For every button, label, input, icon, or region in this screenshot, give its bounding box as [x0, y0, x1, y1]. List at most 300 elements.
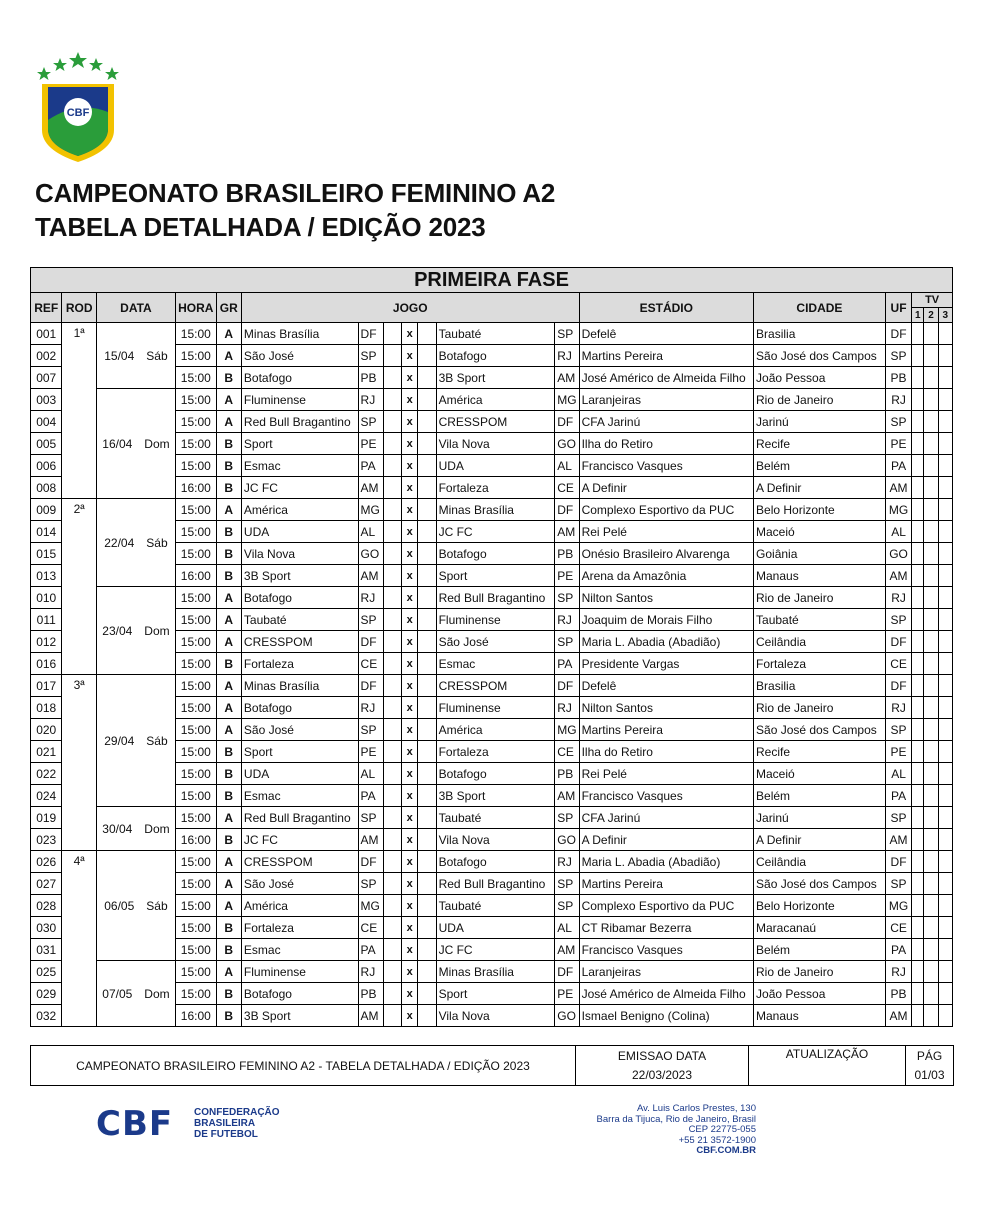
home-team-cell: Fortaleza: [241, 917, 358, 939]
away-score-cell: [418, 543, 436, 565]
tv1-cell: [912, 389, 924, 411]
tv2-cell: [924, 719, 938, 741]
ref-cell: 009: [31, 499, 62, 521]
ref-cell: 010: [31, 587, 62, 609]
addr-line-4: +55 21 3572-1900: [678, 1134, 756, 1146]
away-uf-cell: AL: [555, 917, 579, 939]
home-uf-cell: SP: [358, 411, 383, 433]
uf-cell: PB: [885, 983, 911, 1005]
tv2-cell: [924, 543, 938, 565]
away-score-cell: [418, 609, 436, 631]
tv3-cell: [938, 807, 952, 829]
home-uf-cell: RJ: [358, 961, 383, 983]
tv3-cell: [938, 455, 952, 477]
stadium-cell: Rei Pelé: [579, 763, 753, 785]
stadium-cell: Defelê: [579, 323, 753, 345]
tv3-cell: [938, 873, 952, 895]
time-cell: 15:00: [176, 719, 217, 741]
home-score-cell: [383, 631, 401, 653]
time-cell: 15:00: [176, 785, 217, 807]
tv1-cell: [912, 675, 924, 697]
home-uf-cell: AM: [358, 829, 383, 851]
home-score-cell: [383, 521, 401, 543]
time-cell: 15:00: [176, 433, 217, 455]
away-score-cell: [418, 917, 436, 939]
uf-cell: PB: [885, 367, 911, 389]
col-tv: TV: [912, 293, 953, 308]
away-team-cell: Vila Nova: [436, 829, 555, 851]
versus-cell: x: [402, 323, 418, 345]
away-score-cell: [418, 389, 436, 411]
away-uf-cell: AM: [555, 367, 579, 389]
col-cidade: CIDADE: [754, 293, 886, 323]
away-uf-cell: RJ: [555, 609, 579, 631]
home-team-cell: 3B Sport: [241, 1005, 358, 1027]
home-team-cell: São José: [241, 345, 358, 367]
col-tv-1: 1: [912, 308, 924, 323]
home-team-cell: Red Bull Bragantino: [241, 807, 358, 829]
tv3-cell: [938, 367, 952, 389]
group-cell: B: [216, 1005, 241, 1027]
tv3-cell: [938, 983, 952, 1005]
time-cell: 15:00: [176, 873, 217, 895]
away-team-cell: CRESSPOM: [436, 411, 555, 433]
footer-pag-value: 01/03: [906, 1065, 954, 1086]
city-cell: Recife: [754, 433, 886, 455]
away-team-cell: CRESSPOM: [436, 675, 555, 697]
home-team-cell: Botafogo: [241, 697, 358, 719]
away-team-cell: América: [436, 389, 555, 411]
versus-cell: x: [402, 917, 418, 939]
city-cell: Rio de Janeiro: [754, 587, 886, 609]
tv3-cell: [938, 917, 952, 939]
away-team-cell: 3B Sport: [436, 785, 555, 807]
home-score-cell: [383, 653, 401, 675]
city-cell: Maracanaú: [754, 917, 886, 939]
tv1-cell: [912, 609, 924, 631]
city-cell: Maceió: [754, 763, 886, 785]
tv2-cell: [924, 983, 938, 1005]
city-cell: Brasilia: [754, 675, 886, 697]
stadium-cell: Complexo Esportivo da PUC: [579, 499, 753, 521]
uf-cell: PA: [885, 785, 911, 807]
city-cell: Maceió: [754, 521, 886, 543]
ref-cell: 023: [31, 829, 62, 851]
versus-cell: x: [402, 477, 418, 499]
home-team-cell: Esmac: [241, 455, 358, 477]
home-team-cell: Botafogo: [241, 983, 358, 1005]
group-cell: B: [216, 477, 241, 499]
stadium-cell: Martins Pereira: [579, 719, 753, 741]
home-score-cell: [383, 895, 401, 917]
home-uf-cell: AL: [358, 521, 383, 543]
tv3-cell: [938, 543, 952, 565]
city-cell: Recife: [754, 741, 886, 763]
away-team-cell: Botafogo: [436, 345, 555, 367]
away-uf-cell: PB: [555, 543, 579, 565]
ref-cell: 027: [31, 873, 62, 895]
away-score-cell: [418, 565, 436, 587]
ref-cell: 007: [31, 367, 62, 389]
home-score-cell: [383, 565, 401, 587]
col-estadio: ESTÁDIO: [579, 293, 753, 323]
tv3-cell: [938, 719, 952, 741]
table-row: [31, 323, 953, 345]
tv2-cell: [924, 1005, 938, 1027]
tv3-cell: [938, 961, 952, 983]
table-row: [31, 851, 953, 873]
table-row: [31, 587, 953, 609]
away-team-cell: JC FC: [436, 521, 555, 543]
group-cell: A: [216, 719, 241, 741]
ref-cell: 011: [31, 609, 62, 631]
addr-website[interactable]: CBF.COM.BR: [696, 1145, 756, 1156]
date-cell: [96, 323, 175, 389]
uf-cell: DF: [885, 675, 911, 697]
home-score-cell: [383, 741, 401, 763]
city-cell: Belém: [754, 455, 886, 477]
home-uf-cell: PA: [358, 785, 383, 807]
home-team-cell: Sport: [241, 433, 358, 455]
tv1-cell: [912, 345, 924, 367]
away-uf-cell: CE: [555, 741, 579, 763]
tv3-cell: [938, 565, 952, 587]
table-row: [31, 499, 953, 521]
uf-cell: RJ: [885, 697, 911, 719]
away-uf-cell: DF: [555, 961, 579, 983]
stadium-cell: Laranjeiras: [579, 389, 753, 411]
group-cell: A: [216, 345, 241, 367]
time-cell: 16:00: [176, 1005, 217, 1027]
ref-cell: 001: [31, 323, 62, 345]
city-cell: Rio de Janeiro: [754, 389, 886, 411]
home-uf-cell: PB: [358, 983, 383, 1005]
away-score-cell: [418, 939, 436, 961]
stadium-cell: Maria L. Abadia (Abadião): [579, 631, 753, 653]
group-cell: A: [216, 499, 241, 521]
time-cell: 15:00: [176, 807, 217, 829]
home-score-cell: [383, 697, 401, 719]
ref-cell: 003: [31, 389, 62, 411]
away-uf-cell: PB: [555, 763, 579, 785]
away-uf-cell: RJ: [555, 697, 579, 719]
uf-cell: AM: [885, 1005, 911, 1027]
time-cell: 15:00: [176, 587, 217, 609]
weekday-value: Sáb: [146, 348, 168, 363]
home-score-cell: [383, 477, 401, 499]
date-cell: [96, 961, 175, 1027]
group-cell: B: [216, 763, 241, 785]
tv1-cell: [912, 565, 924, 587]
away-uf-cell: AM: [555, 785, 579, 807]
home-uf-cell: GO: [358, 543, 383, 565]
group-cell: B: [216, 433, 241, 455]
uf-cell: AM: [885, 477, 911, 499]
uf-cell: PE: [885, 741, 911, 763]
away-score-cell: [418, 763, 436, 785]
away-team-cell: Fluminense: [436, 609, 555, 631]
home-score-cell: [383, 543, 401, 565]
tv1-cell: [912, 873, 924, 895]
tv2-cell: [924, 631, 938, 653]
stadium-cell: Francisco Vasques: [579, 939, 753, 961]
tv1-cell: [912, 697, 924, 719]
tv1-cell: [912, 741, 924, 763]
city-cell: Belo Horizonte: [754, 895, 886, 917]
city-cell: Manaus: [754, 1005, 886, 1027]
city-cell: Rio de Janeiro: [754, 961, 886, 983]
uf-cell: RJ: [885, 389, 911, 411]
city-cell: A Definir: [754, 477, 886, 499]
home-team-cell: São José: [241, 719, 358, 741]
tv1-cell: [912, 785, 924, 807]
cbf-bottom-logo: [96, 1104, 280, 1144]
away-uf-cell: MG: [555, 719, 579, 741]
tv2-cell: [924, 455, 938, 477]
table-row: [31, 389, 953, 411]
tv2-cell: [924, 741, 938, 763]
tv2-cell: [924, 697, 938, 719]
col-rod: ROD: [62, 293, 96, 323]
city-cell: São José dos Campos: [754, 873, 886, 895]
phase-header: PRIMEIRA FASE: [31, 268, 953, 293]
home-score-cell: [383, 873, 401, 895]
footer-table: [30, 1045, 954, 1086]
home-team-cell: Botafogo: [241, 367, 358, 389]
away-uf-cell: RJ: [555, 345, 579, 367]
ref-cell: 032: [31, 1005, 62, 1027]
away-team-cell: JC FC: [436, 939, 555, 961]
tv2-cell: [924, 917, 938, 939]
home-team-cell: Minas Brasília: [241, 323, 358, 345]
home-uf-cell: SP: [358, 609, 383, 631]
versus-cell: x: [402, 1005, 418, 1027]
uf-cell: MG: [885, 499, 911, 521]
uf-cell: SP: [885, 411, 911, 433]
tv2-cell: [924, 675, 938, 697]
group-cell: B: [216, 521, 241, 543]
tv1-cell: [912, 1005, 924, 1027]
stadium-cell: José Américo de Almeida Filho: [579, 983, 753, 1005]
home-score-cell: [383, 917, 401, 939]
uf-cell: RJ: [885, 961, 911, 983]
date-cell: [96, 587, 175, 675]
table-row: [31, 675, 953, 697]
addr-line-3: CEP 22775-055: [688, 1124, 756, 1135]
time-cell: 16:00: [176, 565, 217, 587]
away-uf-cell: GO: [555, 829, 579, 851]
away-uf-cell: RJ: [555, 851, 579, 873]
cbf-crest-logo: [34, 50, 122, 165]
away-score-cell: [418, 983, 436, 1005]
tv2-cell: [924, 851, 938, 873]
time-cell: 15:00: [176, 851, 217, 873]
tv1-cell: [912, 807, 924, 829]
weekday-value: Sáb: [146, 535, 168, 550]
home-score-cell: [383, 587, 401, 609]
weekday-value: Dom: [144, 623, 170, 638]
rod-cell: 1ª: [62, 323, 96, 499]
tv2-cell: [924, 587, 938, 609]
time-cell: 15:00: [176, 455, 217, 477]
away-score-cell: [418, 411, 436, 433]
weekday-value: Sáb: [146, 898, 168, 913]
city-cell: Jarinú: [754, 411, 886, 433]
versus-cell: x: [402, 653, 418, 675]
home-team-cell: CRESSPOM: [241, 851, 358, 873]
group-cell: B: [216, 565, 241, 587]
time-cell: 15:00: [176, 763, 217, 785]
group-cell: A: [216, 807, 241, 829]
stadium-cell: José Américo de Almeida Filho: [579, 367, 753, 389]
away-team-cell: Fortaleza: [436, 741, 555, 763]
ref-cell: 012: [31, 631, 62, 653]
ref-cell: 019: [31, 807, 62, 829]
tv2-cell: [924, 521, 938, 543]
time-cell: 15:00: [176, 499, 217, 521]
versus-cell: x: [402, 785, 418, 807]
tv2-cell: [924, 961, 938, 983]
uf-cell: PA: [885, 455, 911, 477]
ref-cell: 013: [31, 565, 62, 587]
home-score-cell: [383, 675, 401, 697]
away-team-cell: UDA: [436, 917, 555, 939]
home-team-cell: Fortaleza: [241, 653, 358, 675]
date-value: 16/04: [102, 436, 133, 451]
tv3-cell: [938, 323, 952, 345]
home-team-cell: América: [241, 499, 358, 521]
title-line-1: CAMPEONATO BRASILEIRO FEMININO A2: [35, 178, 556, 208]
time-cell: 15:00: [176, 653, 217, 675]
home-uf-cell: PE: [358, 433, 383, 455]
versus-cell: x: [402, 829, 418, 851]
home-team-cell: Esmac: [241, 785, 358, 807]
ref-cell: 025: [31, 961, 62, 983]
schedule-table: [30, 267, 953, 1027]
home-uf-cell: CE: [358, 917, 383, 939]
away-score-cell: [418, 675, 436, 697]
tv3-cell: [938, 895, 952, 917]
uf-cell: CE: [885, 917, 911, 939]
versus-cell: x: [402, 763, 418, 785]
tv1-cell: [912, 455, 924, 477]
tv3-cell: [938, 1005, 952, 1027]
home-team-cell: UDA: [241, 521, 358, 543]
city-cell: Taubaté: [754, 609, 886, 631]
away-team-cell: Fortaleza: [436, 477, 555, 499]
away-team-cell: Botafogo: [436, 543, 555, 565]
stadium-cell: CFA Jarinú: [579, 807, 753, 829]
tv1-cell: [912, 477, 924, 499]
versus-cell: x: [402, 719, 418, 741]
ref-cell: 005: [31, 433, 62, 455]
away-score-cell: [418, 719, 436, 741]
away-score-cell: [418, 851, 436, 873]
org-line-1: CONFEDERAÇÃO: [194, 1107, 280, 1118]
tv1-cell: [912, 367, 924, 389]
tv2-cell: [924, 763, 938, 785]
away-score-cell: [418, 1005, 436, 1027]
versus-cell: x: [402, 807, 418, 829]
time-cell: 15:00: [176, 697, 217, 719]
stadium-cell: Martins Pereira: [579, 873, 753, 895]
versus-cell: x: [402, 895, 418, 917]
date-cell: [96, 499, 175, 587]
versus-cell: x: [402, 851, 418, 873]
date-cell: [96, 675, 175, 807]
city-cell: Manaus: [754, 565, 886, 587]
group-cell: A: [216, 873, 241, 895]
col-tv-3: 3: [938, 308, 952, 323]
ref-cell: 016: [31, 653, 62, 675]
city-cell: Belém: [754, 785, 886, 807]
stadium-cell: Ismael Benigno (Colina): [579, 1005, 753, 1027]
home-uf-cell: PE: [358, 741, 383, 763]
home-score-cell: [383, 367, 401, 389]
uf-cell: AL: [885, 763, 911, 785]
home-team-cell: CRESSPOM: [241, 631, 358, 653]
home-uf-cell: AL: [358, 763, 383, 785]
home-team-cell: Vila Nova: [241, 543, 358, 565]
footer-emissao-date: 22/03/2023: [576, 1065, 749, 1086]
home-uf-cell: RJ: [358, 389, 383, 411]
tv3-cell: [938, 631, 952, 653]
home-team-cell: Esmac: [241, 939, 358, 961]
time-cell: 15:00: [176, 543, 217, 565]
stadium-cell: Francisco Vasques: [579, 455, 753, 477]
away-score-cell: [418, 873, 436, 895]
away-uf-cell: AM: [555, 939, 579, 961]
home-score-cell: [383, 961, 401, 983]
uf-cell: SP: [885, 609, 911, 631]
home-score-cell: [383, 719, 401, 741]
away-team-cell: Botafogo: [436, 763, 555, 785]
away-score-cell: [418, 829, 436, 851]
weekday-value: Dom: [144, 436, 170, 451]
home-uf-cell: CE: [358, 653, 383, 675]
uf-cell: SP: [885, 873, 911, 895]
home-team-cell: Taubaté: [241, 609, 358, 631]
versus-cell: x: [402, 543, 418, 565]
group-cell: B: [216, 543, 241, 565]
away-uf-cell: PE: [555, 983, 579, 1005]
ref-cell: 026: [31, 851, 62, 873]
away-score-cell: [418, 455, 436, 477]
uf-cell: CE: [885, 653, 911, 675]
home-uf-cell: PA: [358, 455, 383, 477]
group-cell: A: [216, 895, 241, 917]
versus-cell: x: [402, 345, 418, 367]
city-cell: Brasilia: [754, 323, 886, 345]
group-cell: B: [216, 939, 241, 961]
date-value: 15/04: [104, 348, 135, 363]
away-team-cell: Esmac: [436, 653, 555, 675]
away-team-cell: Taubaté: [436, 895, 555, 917]
time-cell: 15:00: [176, 939, 217, 961]
ref-cell: 020: [31, 719, 62, 741]
home-uf-cell: RJ: [358, 697, 383, 719]
tv3-cell: [938, 829, 952, 851]
group-cell: A: [216, 587, 241, 609]
group-cell: B: [216, 983, 241, 1005]
tv3-cell: [938, 785, 952, 807]
home-uf-cell: SP: [358, 345, 383, 367]
group-cell: A: [216, 389, 241, 411]
versus-cell: x: [402, 939, 418, 961]
home-uf-cell: SP: [358, 719, 383, 741]
time-cell: 15:00: [176, 675, 217, 697]
time-cell: 15:00: [176, 521, 217, 543]
